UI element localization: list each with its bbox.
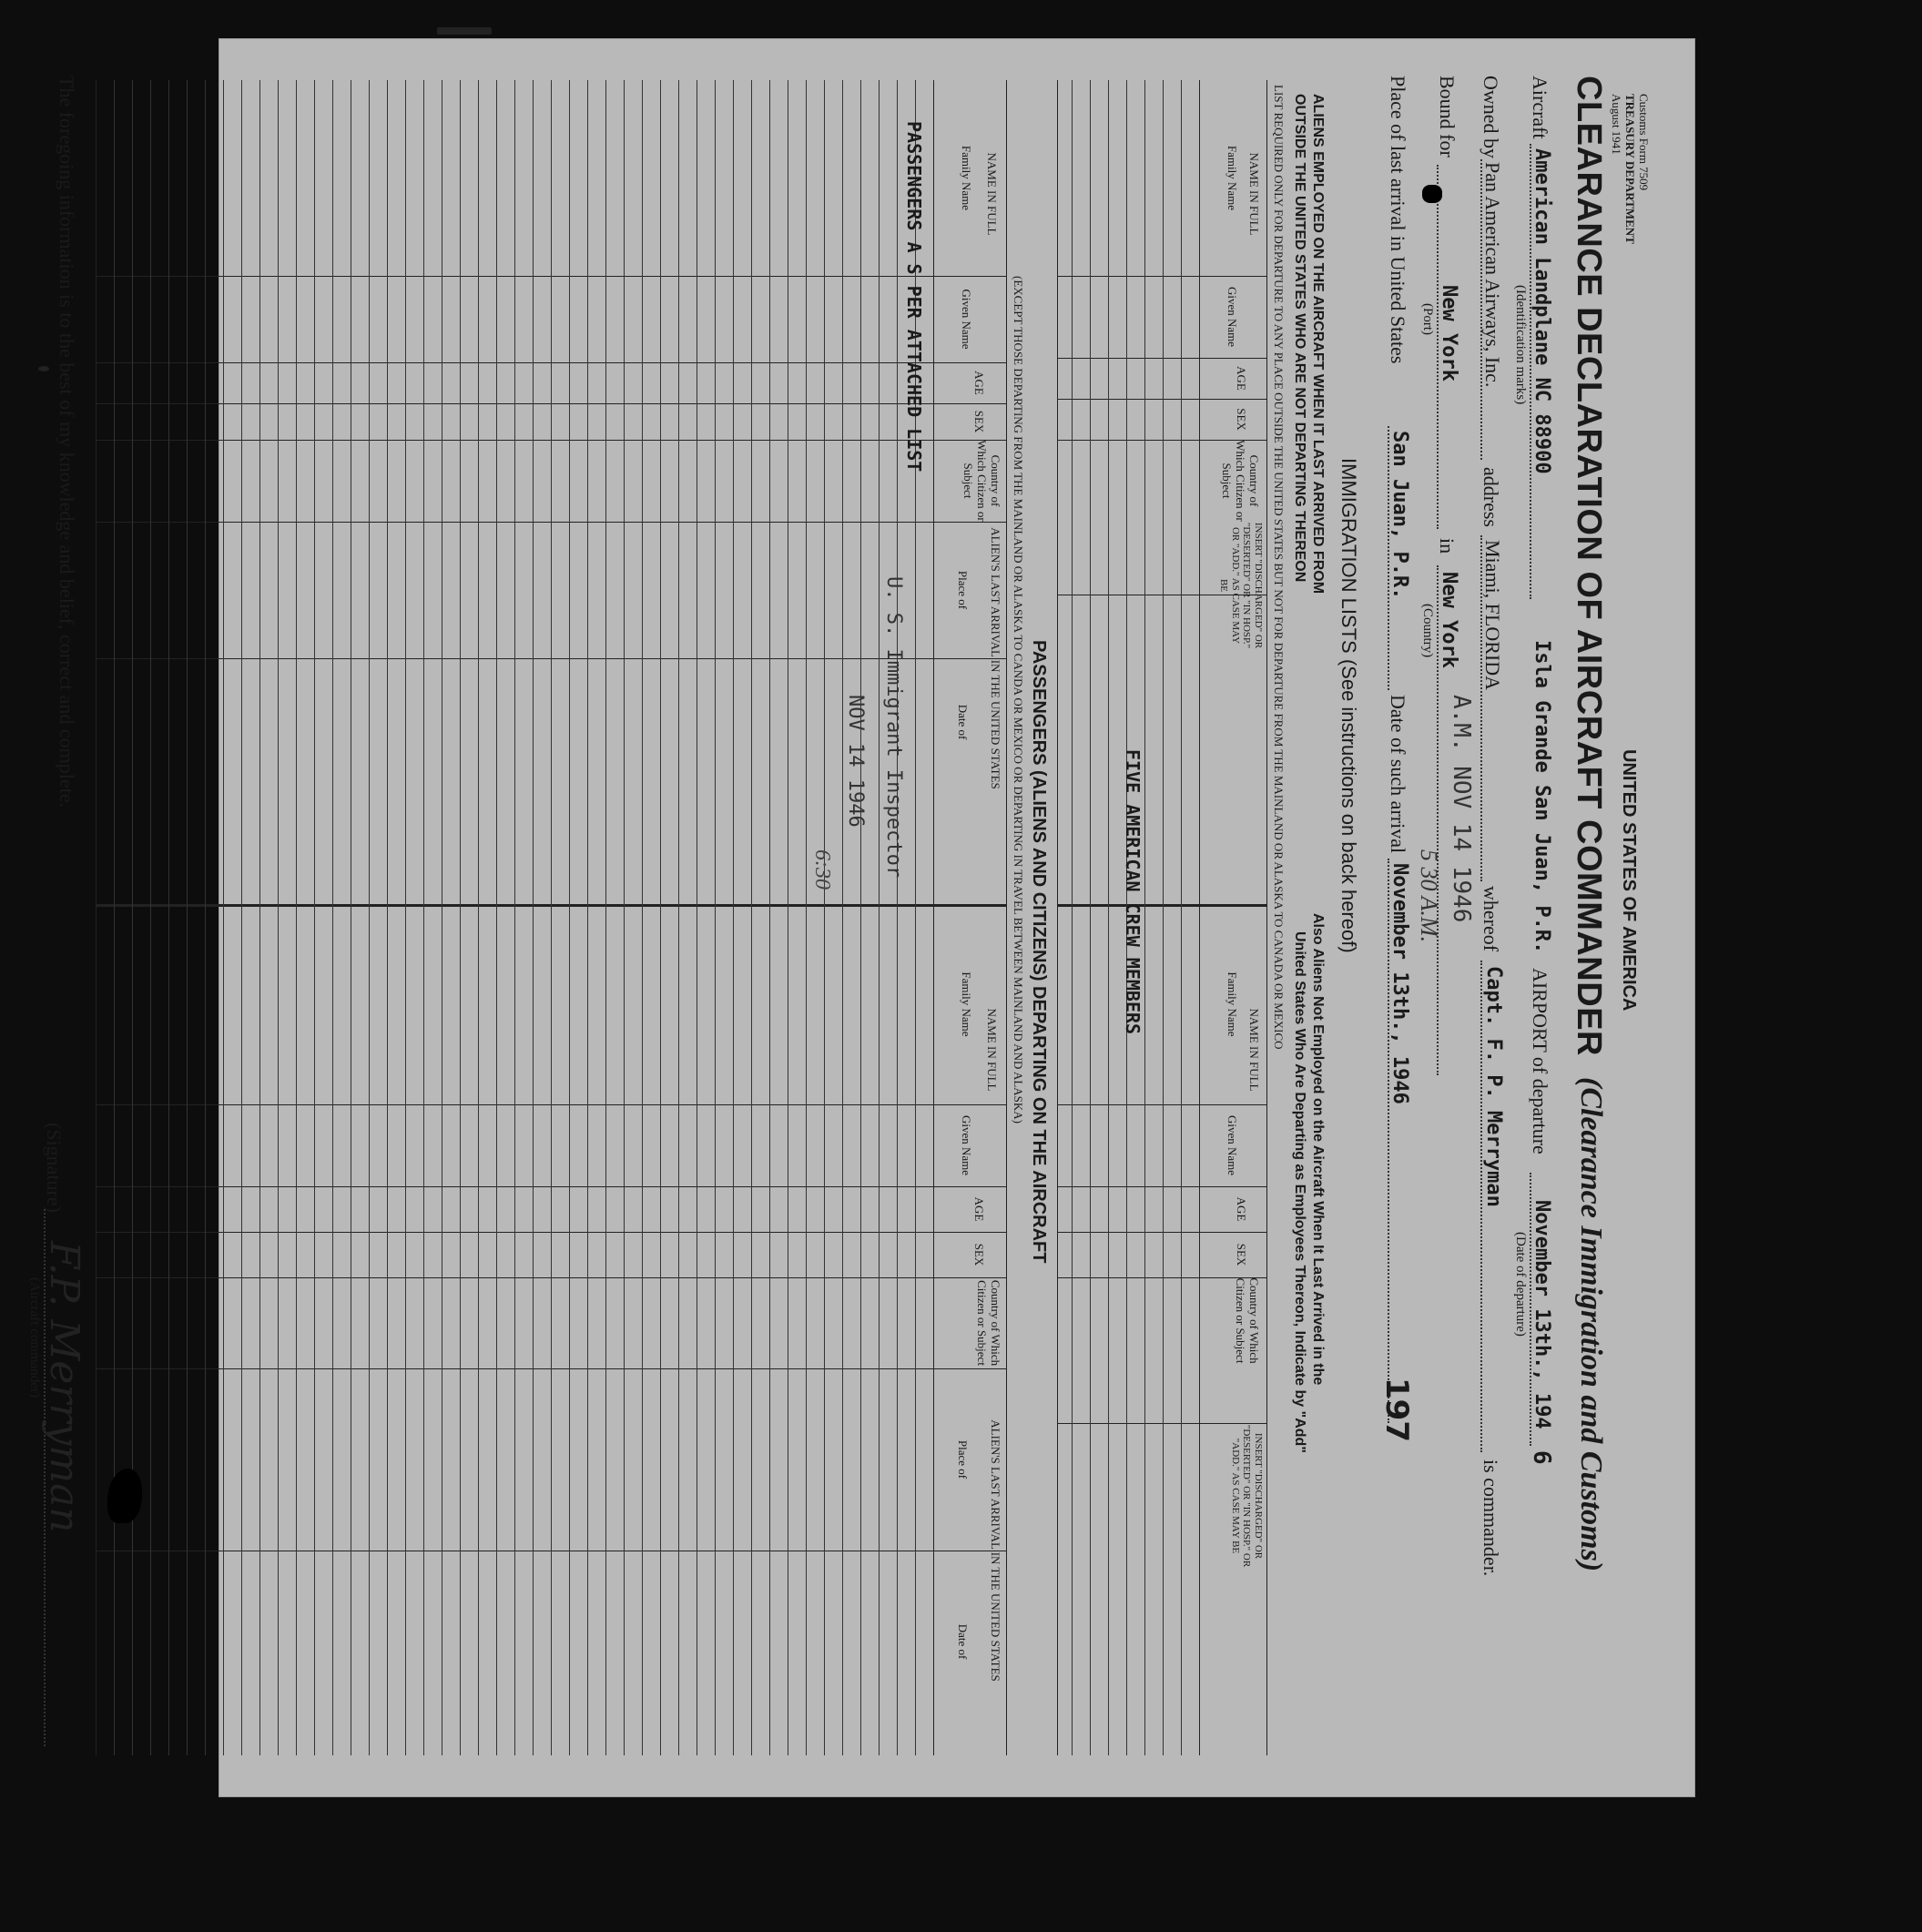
- right-heading-1: Also Aliens Not Employed on the Aircraft When It Last Arrived in the: [1310, 913, 1326, 1386]
- country-heading: UNITED STATES OF AMERICA: [1619, 749, 1639, 1012]
- pax-row-line: [569, 80, 570, 1755]
- pax-row-line: [897, 80, 898, 1755]
- pax-age-hdr: AGE: [972, 371, 986, 395]
- crew-entry: FIVE AMERICAN CREW MEMBERS: [1122, 749, 1144, 1035]
- address-value: Miami, FLORIDA: [1481, 540, 1504, 690]
- date-arrival-value: November 13th., 1946: [1388, 863, 1411, 1104]
- passengers-subheading: (EXCEPT THOSE DEPARTING FROM THE MAINLAND OR ALASKA TO CANDA OR MEXICO OR DEPARTING IN TRAVEL BETWEEN MAINLAND AND ALASKA): [1012, 276, 1025, 1124]
- form-number: Customs Form 7509: [1637, 94, 1651, 191]
- ink-blot: [107, 1469, 142, 1523]
- declaration-text: The foregoing information is to the best of my knowledge and belief, correct and complete.: [56, 76, 78, 808]
- pax-col-divider: [97, 440, 1007, 441]
- left-heading-2: OUTSIDE THE UNITED STATES WHO ARE NOT DEPARTING THEREON: [1292, 94, 1307, 583]
- pax-table-top: [1006, 80, 1007, 1755]
- imm-name-hdr: NAME IN FULL: [1247, 152, 1261, 236]
- imm-row-line: [1144, 80, 1145, 1755]
- pax-row-line: [678, 80, 679, 1755]
- pax-col-divider: [97, 522, 1007, 523]
- bound-country-value: New York: [1438, 572, 1460, 668]
- imm-country-hdr: Country of Which Citizen or Subject: [1220, 440, 1261, 522]
- imm-sex-hdr: SEX: [1235, 408, 1248, 431]
- address-label: address: [1480, 467, 1502, 527]
- pax-col-divider: [97, 403, 1007, 404]
- pax-row-line: [168, 80, 169, 1755]
- imm-insert-hdr-right: INSERT "DISCHARGED" OR "DESERTED" OR "IN HOSP." OR "ADD." AS CASE MAY BE: [1229, 1424, 1264, 1568]
- pax-row-line: [496, 80, 497, 1755]
- pax-row-line: [423, 80, 424, 1755]
- imm-row-line: [1108, 80, 1109, 1755]
- bound-port-value: New York: [1438, 285, 1460, 381]
- form-subtitle: (Clearance Immigration and Customs): [1574, 1077, 1608, 1572]
- pax-row-line: [278, 80, 279, 1755]
- pax-row-line: [514, 80, 515, 1755]
- identification-caption: (Identification marks): [1513, 285, 1528, 405]
- signature-value: F.P. Merryman: [41, 1241, 87, 1533]
- scan-speck: [38, 366, 49, 371]
- imm-sex-hdr-right: SEX: [1235, 1243, 1248, 1266]
- country-caption: (Country): [1420, 604, 1435, 658]
- pax-name-hdr-right: NAME IN FULL: [985, 1008, 999, 1092]
- pax-col-divider: [97, 276, 1007, 277]
- inspector-date: NOV 14 1946: [844, 695, 867, 828]
- pax-row-line: [751, 80, 752, 1755]
- pax-col-divider: [97, 1186, 1007, 1187]
- handwritten-note: 6:30: [810, 849, 834, 890]
- pax-entry: PASSENGERS A S PER ATTACHED LIST: [903, 121, 925, 473]
- pax-country-hdr-right: Country of Which Citizen or Subject: [975, 1279, 1002, 1367]
- form-id-block: [1609, 94, 1650, 244]
- pax-row-line: [660, 80, 661, 1755]
- pax-given-hdr: Given Name: [960, 289, 973, 350]
- imm-age-hdr: AGE: [1235, 366, 1248, 391]
- imm-row-line: [1090, 80, 1091, 1755]
- pax-row-line: [587, 80, 588, 1755]
- imm-row-line: [1072, 80, 1073, 1755]
- pax-last-arrival-hdr: ALIEN'S LAST ARRIVAL IN THE UNITED STATES: [989, 527, 1002, 789]
- pax-sex-hdr-right: SEX: [972, 1243, 986, 1266]
- pax-country-hdr: Country of Which Citizen or Subject: [961, 440, 1002, 522]
- pax-header-bottom: [933, 80, 934, 1755]
- edition: August 1941: [1610, 94, 1624, 155]
- pax-center-divider: [97, 904, 1007, 907]
- pax-place-hdr: Place of: [956, 570, 970, 610]
- pax-row-line: [187, 80, 188, 1755]
- pax-col-divider: [97, 1232, 1007, 1233]
- left-heading-1: ALIENS EMPLOYED ON THE AIRCRAFT WHEN IT LAST ARRIVED FROM: [1310, 94, 1326, 595]
- imm-row-line: [1181, 80, 1182, 1755]
- pax-row-line: [314, 80, 315, 1755]
- pax-row-line: [460, 80, 461, 1755]
- clearance-number: 197: [1378, 1378, 1415, 1442]
- rotated-form: [27, 57, 1653, 1769]
- pax-table-bottom: [96, 80, 97, 1755]
- imm-age-hdr-right: AGE: [1235, 1196, 1248, 1222]
- department: TREASURY DEPARTMENT: [1623, 94, 1638, 244]
- imm-name-hdr-right: NAME IN FULL: [1247, 1008, 1261, 1092]
- pax-row-line: [241, 80, 242, 1755]
- aircraft-label: Aircraft: [1529, 76, 1551, 139]
- last-arrival-label: Place of last arrival in United States: [1387, 76, 1409, 364]
- in-label: in: [1436, 538, 1459, 554]
- arrival-stamp: A.M. NOV 14 1946: [1448, 695, 1475, 923]
- handwritten-time: 5 30 A.M.: [1416, 849, 1442, 943]
- pax-row-line: [715, 80, 716, 1755]
- pax-last-arrival-hdr-right: ALIEN'S LAST ARRIVAL IN THE UNITED STATES: [989, 1419, 1002, 1682]
- whereof-label: whereof: [1480, 886, 1502, 952]
- pax-row-line: [642, 80, 643, 1755]
- pax-col-divider: [97, 1277, 1007, 1278]
- pax-row-line: [769, 80, 770, 1755]
- imm-table-top: [1266, 80, 1267, 1755]
- pax-row-line: [296, 80, 297, 1755]
- pax-row-line: [860, 80, 861, 1755]
- pax-date-hdr-right: Date of: [956, 1623, 970, 1660]
- imm-family-hdr-right: Family Name: [1225, 971, 1239, 1037]
- form-title: CLEARANCE DECLARATION OF AIRCRAFT COMMANDER: [1570, 76, 1608, 1056]
- imm-table-bottom: [1057, 80, 1058, 1755]
- pax-row-line: [259, 80, 260, 1755]
- pax-age-hdr-right: AGE: [972, 1196, 986, 1222]
- pax-row-line: [533, 80, 534, 1755]
- pax-row-line: [624, 80, 625, 1755]
- pax-row-line: [205, 80, 206, 1755]
- pax-given-hdr-right: Given Name: [960, 1114, 973, 1176]
- departure-year-suffix: 6: [1528, 1450, 1555, 1465]
- pax-row-line: [806, 80, 807, 1755]
- ink-blot-small: [1422, 185, 1442, 203]
- bound-for-label: Bound for: [1436, 76, 1459, 158]
- pax-row-line: [150, 80, 151, 1755]
- pax-family-hdr: Family Name: [960, 145, 973, 211]
- pax-row-line: [223, 80, 224, 1755]
- departure-date-value: November 13th., 194: [1530, 1200, 1553, 1429]
- pax-row-line: [551, 80, 552, 1755]
- pax-col-divider: [97, 658, 1007, 659]
- document-page: [27, 38, 1695, 1797]
- imm-given-hdr-right: Given Name: [1225, 1114, 1239, 1176]
- pax-date-hdr: Date of: [956, 704, 970, 740]
- pax-name-hdr: NAME IN FULL: [985, 152, 999, 236]
- imm-insert-hdr: INSERT "DISCHARGED" OR "DESERTED" OR "IN HOSP." OR "ADD." AS CASE MAY BE: [1218, 522, 1264, 649]
- pax-row-line: [824, 80, 825, 1755]
- aircraft-value: American Landplane NC 88900: [1530, 148, 1553, 474]
- pax-family-hdr-right: Family Name: [960, 971, 973, 1037]
- commander-value: Capt. F. P. Merryman: [1482, 966, 1505, 1207]
- pax-row-line: [605, 80, 606, 1755]
- airport-label: AIRPORT of departure: [1529, 968, 1551, 1154]
- pax-row-line: [842, 80, 843, 1755]
- is-commander-label: is commander.: [1480, 1459, 1502, 1577]
- pax-row-line: [879, 80, 880, 1755]
- pax-col-divider: [97, 1368, 1007, 1369]
- date-caption: (Date of departure): [1513, 1232, 1528, 1337]
- pax-row-line: [369, 80, 370, 1755]
- date-arrival-label: Date of such arrival: [1387, 695, 1409, 854]
- imm-country-hdr-right: Country of Which Citizen or Subject: [1234, 1277, 1261, 1364]
- pax-col-divider: [97, 362, 1007, 363]
- inspector-stamp: U. S. Immigrant Inspector: [882, 576, 905, 879]
- imm-header-bottom: [1199, 80, 1200, 1755]
- last-arrival-value: San Juan, P.R.: [1388, 431, 1411, 600]
- owned-by-label: Owned by: [1480, 76, 1502, 159]
- imm-family-hdr: Family Name: [1225, 145, 1239, 211]
- pax-row-line: [332, 80, 333, 1755]
- list-note: LIST REQUIRED ONLY FOR DEPARTURE TO ANY PLACE OUTSIDE THE UNITED STATES BUT NOT FOR DEPARTURE FROM THE MAINLAND OR ALASKA TO CANADA OR MEXICO: [1272, 85, 1286, 1050]
- imm-given-hdr: Given Name: [1225, 286, 1239, 348]
- imm-row-line: [1163, 80, 1164, 1755]
- pax-place-hdr-right: Place of: [956, 1439, 970, 1480]
- owned-by-value: Pan American Airways, Inc.: [1481, 162, 1504, 388]
- pax-row-line: [478, 80, 479, 1755]
- commander-caption: (Aircraft commander): [27, 1277, 42, 1398]
- pax-row-line: [733, 80, 734, 1755]
- port-caption: (Port): [1420, 303, 1435, 335]
- right-heading-2: United States Who Are Departing as Employees Thereon, Indicate by "Add": [1292, 931, 1307, 1453]
- airport-value: Isla Grande San Juan, P.R.: [1530, 640, 1553, 954]
- pax-row-line: [405, 80, 406, 1755]
- pax-row-line: [387, 80, 388, 1755]
- passengers-heading: PASSENGERS (ALIENS AND CITIZENS) DEPARTING ON THE AIRCRAFT: [1029, 640, 1049, 1264]
- pax-col-divider: [97, 1104, 1007, 1105]
- scan-speck-top: [437, 27, 492, 35]
- immigration-heading: IMMIGRATION LISTS (See instructions on back hereof): [1337, 458, 1360, 953]
- pax-sex-hdr: SEX: [972, 410, 986, 433]
- signature-label: (Signature): [43, 1123, 66, 1213]
